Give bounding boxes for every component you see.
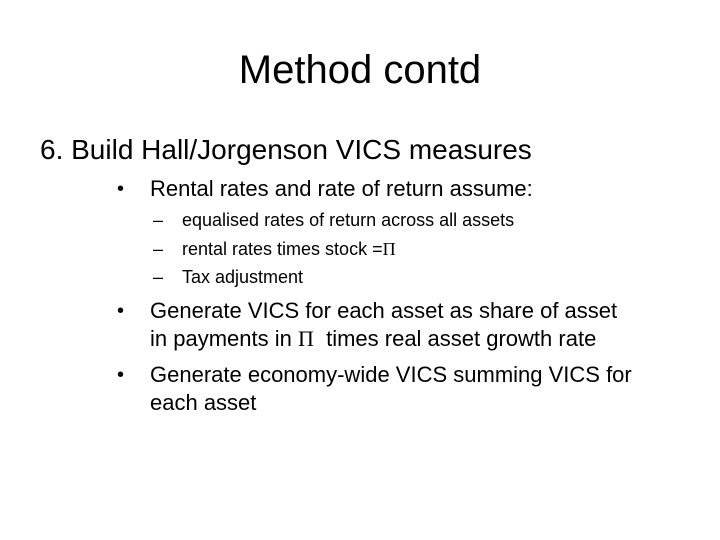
bullet-line — [150, 325, 617, 353]
sub-bullet-text: rental rates times stock = — [182, 239, 383, 259]
slide-title: Method contd — [238, 48, 482, 92]
bullet-marker: • — [117, 178, 125, 200]
bullet-marker: • — [117, 364, 125, 386]
bullet-item — [150, 297, 617, 353]
sub-bullet-marker: – — [153, 239, 164, 259]
bullet-text: in payments in — [150, 326, 298, 351]
bullet-item — [150, 175, 533, 203]
pi-symbol: Π — [297, 326, 314, 351]
bullet-item — [150, 361, 632, 417]
pi-symbol: Π — [382, 239, 396, 259]
bullet-line: Generate VICS for each asset as share of asset — [150, 298, 618, 323]
bullet-line: each asset — [150, 390, 257, 415]
sub-bullet-marker: – — [153, 267, 164, 287]
bullet-text: times real asset growth rate — [313, 326, 597, 351]
sub-bullet-marker: – — [153, 210, 164, 230]
sub-bullet-item: equalised rates of return across all assets — [182, 210, 515, 230]
bullet-marker: • — [117, 300, 125, 322]
sub-bullet-item: Tax adjustment — [182, 267, 304, 287]
bullet-line: Rental rates and rate of return assume: — [150, 176, 533, 201]
bullet-line: Generate economy-wide VICS summing VICS for — [150, 362, 632, 387]
section-heading: 6. Build Hall/Jorgenson VICS measures — [40, 134, 532, 165]
sub-bullet-item — [182, 235, 396, 263]
